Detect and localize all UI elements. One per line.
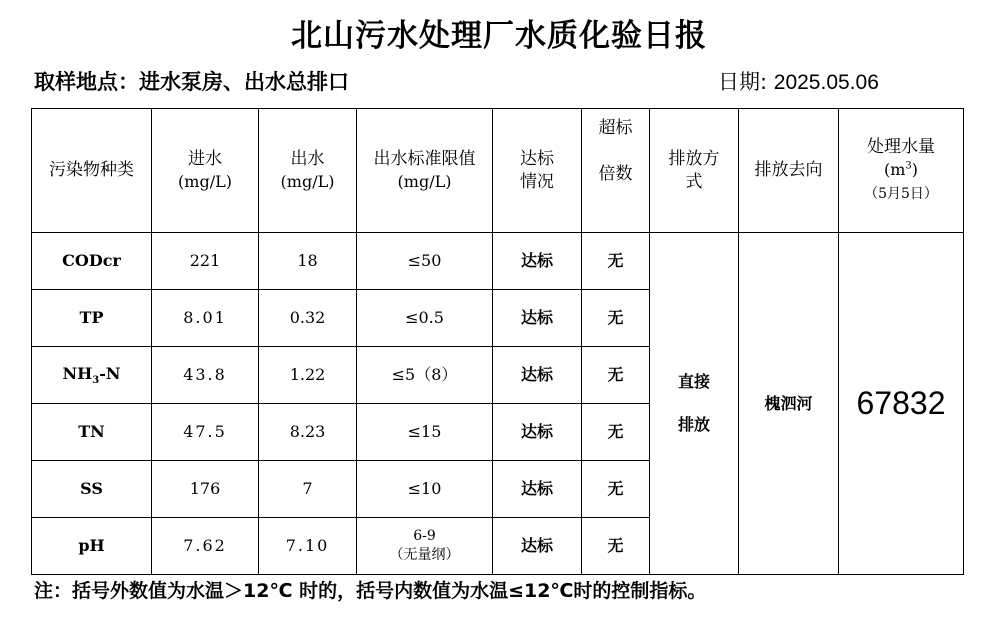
header-discharge-direction: 排放去向: [739, 109, 839, 233]
header-status: 达标 情况: [493, 109, 582, 233]
pollutant-name: pH: [32, 518, 152, 575]
date-value: 2025.05.06: [773, 71, 879, 94]
inflow-value: 47.5: [152, 404, 259, 461]
outflow-value: 7.10: [259, 518, 357, 575]
water-quality-table: [31, 108, 964, 575]
status-value: 达标: [493, 404, 582, 461]
limit-value: ≤50: [357, 233, 493, 290]
discharge-direction: 槐泗河: [739, 233, 839, 575]
inflow-value: 8.01: [152, 290, 259, 347]
header-outflow: 出水 (mg/L): [259, 109, 357, 233]
limit-value: ≤10: [357, 461, 493, 518]
pollutant-name: SS: [32, 461, 152, 518]
report-date: [718, 66, 879, 96]
exceed-value: 无: [582, 461, 650, 518]
exceed-value: 无: [582, 518, 650, 575]
sampling-location: 取样地点：进水泵房、出水总排口: [34, 70, 349, 94]
date-label: 日期:: [718, 70, 768, 94]
outflow-value: 1.22: [259, 347, 357, 404]
header-inflow: 进水 (mg/L): [152, 109, 259, 233]
inflow-value: 221: [152, 233, 259, 290]
pollutant-name: TN: [32, 404, 152, 461]
status-value: 达标: [493, 461, 582, 518]
exceed-value: 无: [582, 290, 650, 347]
exceed-value: 无: [582, 347, 650, 404]
inflow-value: 7.62: [152, 518, 259, 575]
pollutant-name: CODcr: [32, 233, 152, 290]
header-limit: 出水标准限值 (mg/L): [357, 109, 493, 233]
outflow-value: 18: [259, 233, 357, 290]
status-value: 达标: [493, 233, 582, 290]
exceed-value: 无: [582, 233, 650, 290]
treated-volume: 67832: [839, 233, 964, 575]
header-row: [32, 109, 964, 233]
discharge-method: 直接 排放: [650, 233, 739, 575]
pollutant-name: TP: [32, 290, 152, 347]
header-volume: 处理水量 $(m^3)$ （5月5日）: [839, 109, 964, 233]
header-exceed: 超标 倍数: [582, 109, 650, 233]
table-row: [32, 233, 964, 290]
inflow-value: 43.8: [152, 347, 259, 404]
inflow-value: 176: [152, 461, 259, 518]
header-pollutant: 污染物种类: [32, 109, 152, 233]
limit-value: 6-9 （无量纲）: [357, 518, 493, 575]
status-value: 达标: [493, 518, 582, 575]
exceed-value: 无: [582, 404, 650, 461]
outflow-value: 8.23: [259, 404, 357, 461]
limit-value: ≤15: [357, 404, 493, 461]
limit-value: ≤0.5: [357, 290, 493, 347]
outflow-value: 7: [259, 461, 357, 518]
pollutant-name: $NH_3-N$: [32, 347, 152, 404]
footnote: 注：括号外数值为水温＞12℃ 时的，括号内数值为水温≤12℃时的控制指标。: [34, 580, 707, 602]
status-value: 达标: [493, 290, 582, 347]
outflow-value: 0.32: [259, 290, 357, 347]
limit-value: ≤5（8）: [357, 347, 493, 404]
report-title: 北山污水处理厂水质化验日报: [291, 18, 707, 54]
status-value: 达标: [493, 347, 582, 404]
header-discharge-method: 排放方 式: [650, 109, 739, 233]
